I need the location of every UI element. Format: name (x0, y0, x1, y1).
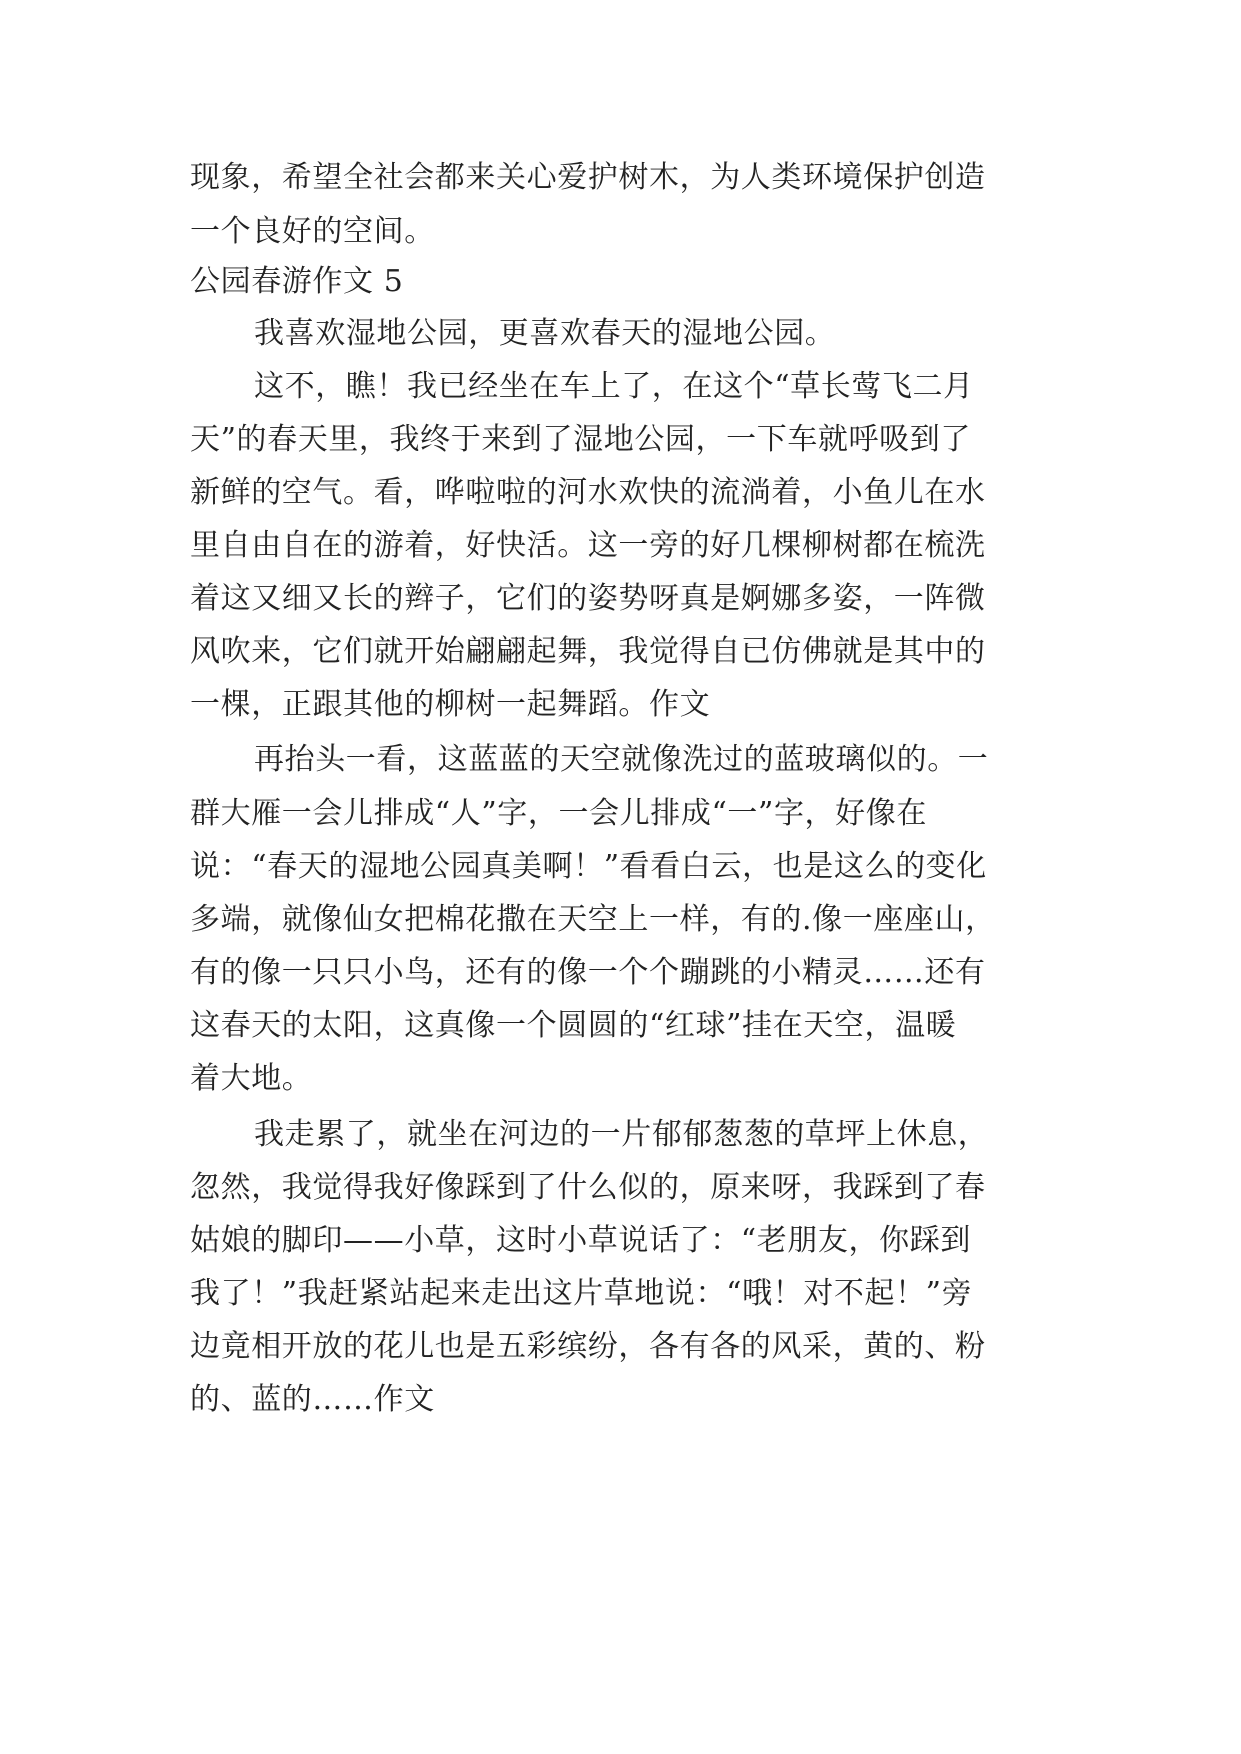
text-line: 我了！”我赶紧站起来走出这片草地说：“哦！对不起！”旁 (190, 1276, 973, 1311)
text-line: 现象，希望全社会都来关心爱护树木，为人类环境保护创造 (190, 160, 986, 195)
text-line: 我喜欢湿地公园，更喜欢春天的湿地公园。 (254, 316, 836, 351)
section-heading: 公园春游作文 5 (190, 264, 404, 299)
text-line: 边竟相开放的花儿也是五彩缤纷，各有各的风采，黄的、粉 (190, 1329, 986, 1364)
text-line: 着这又细又长的辫子，它们的姿势呀真是婀娜多姿，一阵微 (190, 581, 986, 616)
text-line: 忽然，我觉得我好像踩到了什么似的，原来呀，我踩到了春 (190, 1170, 986, 1205)
text-line: 这不，瞧！我已经坐在车上了，在这个“草长莺飞二月 (254, 369, 974, 404)
text-line: 风吹来，它们就开始翩翩起舞，我觉得自已仿佛就是其中的 (190, 634, 986, 669)
text-line: 多端，就像仙女把棉花撒在天空上一样，有的.像一座座山， (190, 902, 996, 937)
text-line: 这春天的太阳，这真像一个圆圆的“红球”挂在天空，温暖 (190, 1008, 957, 1043)
text-line: 天”的春天里，我终于来到了湿地公园，一下车就呼吸到了 (190, 422, 971, 457)
text-line: 新鲜的空气。看，哗啦啦的河水欢快的流淌着，小鱼儿在水 (190, 475, 986, 510)
text-line: 姑娘的脚印——小草，这时小草说话了：“老朋友，你踩到 (190, 1223, 971, 1258)
text-line: 里自由自在的游着，好快活。这一旁的好几棵柳树都在梳洗 (190, 528, 986, 563)
text-line: 的、蓝的……作文 (190, 1382, 435, 1417)
text-line: 有的像一只只小鸟，还有的像一个个蹦跳的小精灵……还有 (190, 955, 986, 990)
text-line: 我走累了，就坐在河边的一片郁郁葱葱的草坪上休息， (254, 1117, 989, 1152)
text-line: 一棵，正跟其他的柳树一起舞蹈。作文 (190, 687, 711, 722)
text-line: 群大雁一会儿排成“人”字，一会儿排成“一”字，好像在 (190, 796, 927, 831)
text-line: 说：“春天的湿地公园真美啊！”看看白云，也是这么的变化 (190, 849, 987, 884)
text-line: 着大地。 (190, 1061, 313, 1096)
text-line: 一个良好的空间。 (190, 214, 435, 249)
text-line: 再抬头一看，这蓝蓝的天空就像洗过的蓝玻璃似的。一 (254, 742, 989, 777)
